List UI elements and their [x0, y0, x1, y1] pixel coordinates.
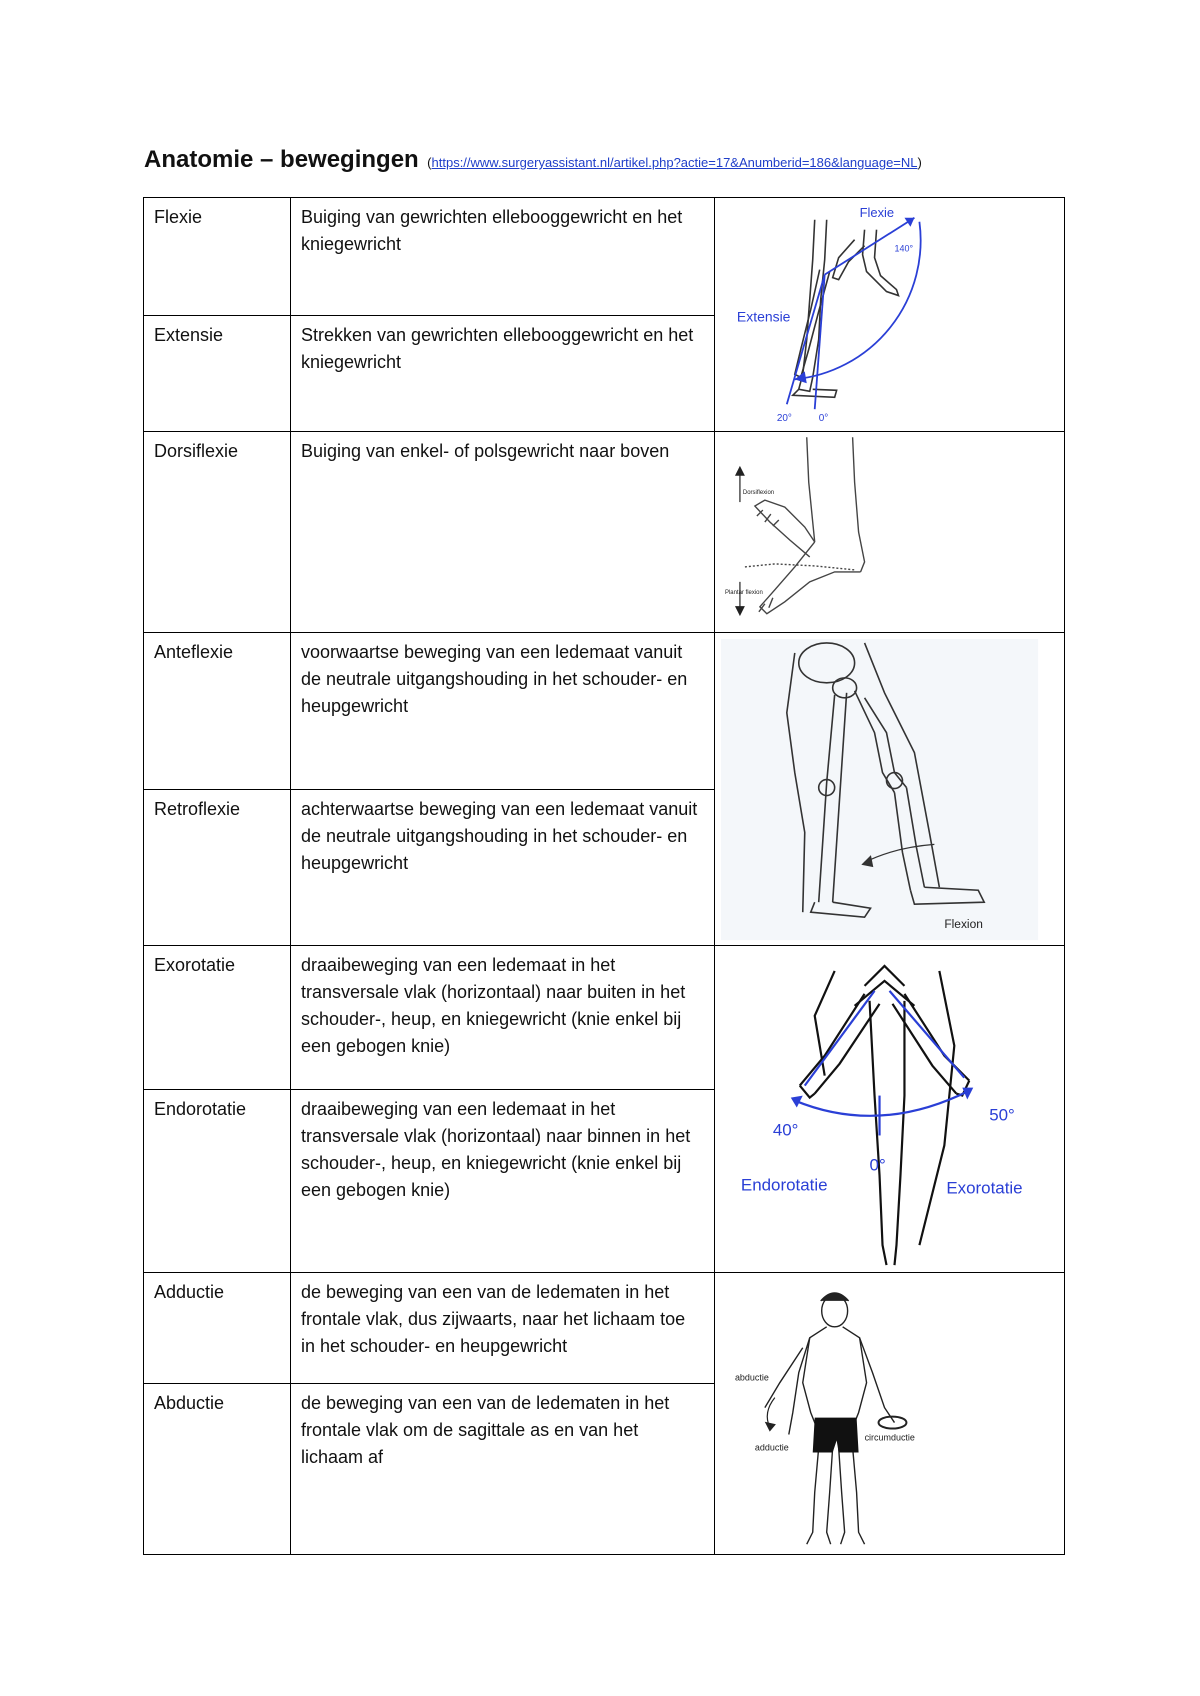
flexion-extension-figure — [715, 198, 1065, 432]
description-cell: Strekken van gewrichten ellebooggewricht en het kniegewricht — [291, 316, 715, 432]
description-cell: Buiging van enkel- of polsgewricht naar boven — [291, 432, 715, 633]
flexion-extension-illustration — [715, 198, 1064, 431]
angle-40-label: 40° — [772, 1120, 799, 1140]
abductie-label: abductie — [734, 1372, 769, 1383]
term-cell: Dorsiflexie — [144, 432, 291, 633]
angle-50-label: 50° — [989, 1105, 1015, 1125]
circumductie-label: circumductie — [864, 1432, 915, 1443]
description-cell: de beweging van een van de ledematen in het frontale vlak, dus zijwaarts, naar het lichaam toe in het schouder- en heupgewricht — [291, 1273, 715, 1384]
description-cell: draaibeweging van een ledemaat in het transversale vlak (horizontaal) naar buiten in het schouder-, heup, en kniegewricht (knie enkel bij een gebogen knie) — [291, 946, 715, 1090]
plantar-flexion-label: Plantar flexion — [724, 589, 763, 596]
dorsiflexion-illustration — [715, 432, 1064, 632]
angle-0-label: 0° — [818, 413, 829, 425]
term-cell: Abductie — [144, 1384, 291, 1555]
anteflexion-figure — [715, 633, 1065, 946]
term-cell: Extensie — [144, 316, 291, 432]
table-row — [144, 198, 1065, 316]
table-row — [144, 946, 1065, 1090]
flexie-label: Flexie — [859, 204, 895, 220]
dorsiflexion-figure — [715, 432, 1065, 633]
extensie-label: Extensie — [736, 308, 791, 325]
term-cell: Adductie — [144, 1273, 291, 1384]
rotation-illustration — [715, 946, 1064, 1272]
description-cell: de beweging van een van de ledematen in het frontale vlak om de sagittale as en van het lichaam af — [291, 1384, 715, 1555]
angle-140-label: 140° — [894, 243, 914, 254]
adductie-label: adductie — [754, 1442, 789, 1453]
table-row — [144, 633, 1065, 790]
term-cell: Retroflexie — [144, 790, 291, 946]
flexion-label: Flexion — [944, 917, 983, 932]
abduction-figure — [715, 1273, 1065, 1555]
endorotatie-label: Endorotatie — [740, 1175, 828, 1195]
source-reference: (https://www.surgeryassistant.nl/artikel.php?actie=17&Anumberid=186&language=NL) — [427, 155, 922, 170]
term-cell: Exorotatie — [144, 946, 291, 1090]
angle-0-rotation-label: 0° — [869, 1155, 886, 1175]
movements-table — [143, 197, 1065, 1555]
angle-20-label: 20° — [776, 413, 792, 425]
term-cell: Flexie — [144, 198, 291, 316]
table-row — [144, 432, 1065, 633]
page-title: Anatomie – bewegingen — [144, 146, 419, 173]
anteflexion-illustration — [715, 633, 1064, 945]
dorsiflexion-label: Dorsiflexion — [742, 490, 775, 497]
exorotatie-label: Exorotatie — [946, 1178, 1023, 1198]
term-cell: Anteflexie — [144, 633, 291, 790]
description-cell: Buiging van gewrichten ellebooggewricht en het kniegewricht — [291, 198, 715, 316]
description-cell: voorwaartse beweging van een ledemaat vanuit de neutrale uitgangshouding in het schouder- en heupgewricht — [291, 633, 715, 790]
description-cell: draaibeweging van een ledemaat in het transversale vlak (horizontaal) naar binnen in het schouder-, heup, en kniegewricht (knie enkel bij een gebogen knie) — [291, 1090, 715, 1273]
rotation-figure — [715, 946, 1065, 1273]
document-header — [144, 146, 922, 174]
abduction-illustration — [715, 1273, 1064, 1554]
table-row — [144, 1273, 1065, 1384]
description-cell: achterwaartse beweging van een ledemaat vanuit de neutrale uitgangshouding in het schouder- en heupgewricht — [291, 790, 715, 946]
term-cell: Endorotatie — [144, 1090, 291, 1273]
source-link[interactable]: https://www.surgeryassistant.nl/artikel.php?actie=17&Anumberid=186&language=NL — [431, 155, 918, 170]
